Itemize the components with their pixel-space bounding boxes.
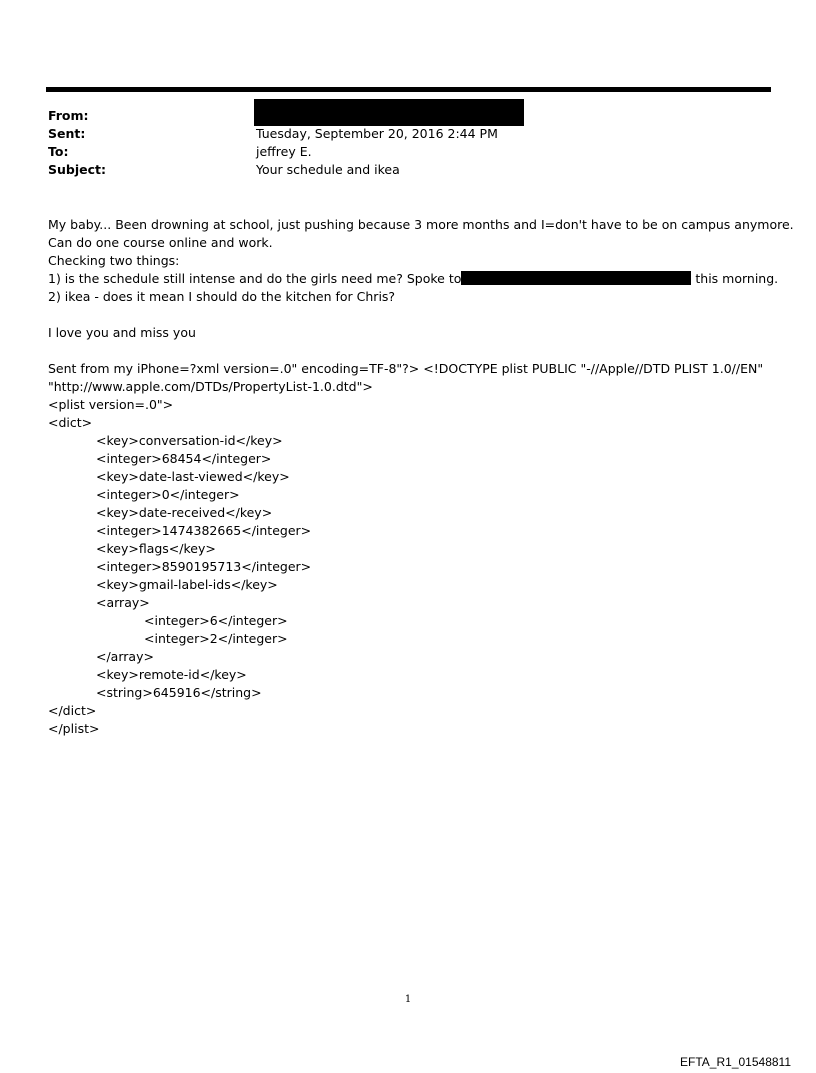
plist-line: </array> — [96, 649, 154, 664]
body-line: I love you and miss you — [48, 325, 196, 340]
plist-line: <key>date-last-viewed</key> — [96, 469, 290, 484]
to-value: jeffrey E. — [256, 144, 312, 159]
to-label: To: — [48, 144, 69, 159]
document-id: EFTA_R1_01548811 — [680, 1055, 791, 1069]
body-line: Checking two things: — [48, 253, 180, 268]
from-label: From: — [48, 108, 89, 123]
plist-line: <key>conversation-id</key> — [96, 433, 283, 448]
header-rule — [46, 87, 771, 92]
subject-label: Subject: — [48, 162, 106, 177]
sent-value: Tuesday, September 20, 2016 2:44 PM — [256, 126, 498, 141]
plist-line: <integer>0</integer> — [96, 487, 240, 502]
plist-line: <dict> — [48, 415, 93, 430]
plist-line: </plist> — [48, 721, 100, 736]
redaction-box — [461, 271, 691, 285]
plist-line: <plist version=.0"> — [48, 397, 174, 412]
plist-line: <string>645916</string> — [96, 685, 262, 700]
body-line-end: this morning. — [695, 271, 779, 286]
body-line-start: 1) is the schedule still intense and do the girls need me? Spoke to — [48, 271, 462, 286]
plist-line: <key>remote-id</key> — [96, 667, 247, 682]
body-line: Can do one course online and work. — [48, 235, 273, 250]
plist-line: <key>gmail-label-ids</key> — [96, 577, 278, 592]
plist-line: </dict> — [48, 703, 97, 718]
subject-value: Your schedule and ikea — [256, 162, 400, 177]
plist-line: <array> — [96, 595, 150, 610]
spacer — [48, 306, 778, 324]
email-body — [48, 216, 794, 738]
body-line-with-redaction — [48, 270, 778, 288]
redaction-box — [254, 99, 524, 126]
body-line: "http://www.apple.com/DTDs/PropertyList-1.0.dtd"> — [48, 379, 373, 394]
sent-label: Sent: — [48, 126, 86, 141]
plist-line: <integer>8590195713</integer> — [96, 559, 312, 574]
plist-line: <key>flags</key> — [96, 541, 216, 556]
page-number: 1 — [404, 994, 412, 1005]
plist-line: <integer>1474382665</integer> — [96, 523, 312, 538]
body-line: 2) ikea - does it mean I should do the kitchen for Chris? — [48, 289, 396, 304]
body-line: Sent from my iPhone=?xml version=.0" encoding=TF-8"?> <!DOCTYPE plist PUBLIC "-//Apple//DTD PLIST 1.0//EN" — [48, 361, 764, 376]
body-line: My baby... Been drowning at school, just pushing because 3 more months and I=don't have to be on campus anymore. — [48, 217, 794, 232]
spacer — [48, 342, 778, 360]
plist-line: <integer>68454</integer> — [96, 451, 272, 466]
plist-line: <integer>2</integer> — [144, 631, 288, 646]
plist-line: <key>date-received</key> — [96, 505, 273, 520]
plist-line: <integer>6</integer> — [144, 613, 288, 628]
